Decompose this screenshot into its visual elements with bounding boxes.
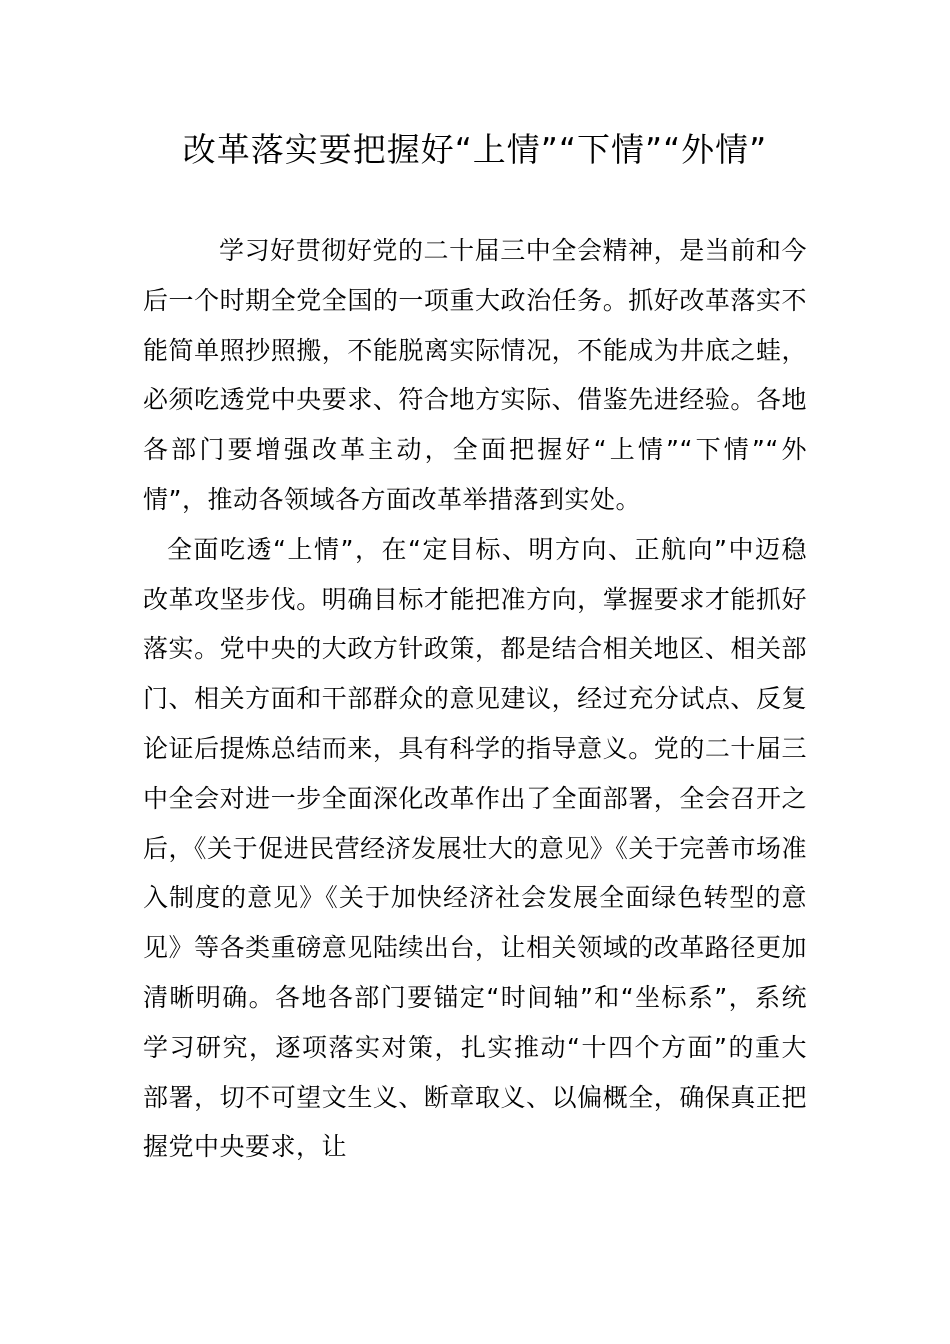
paragraph-intro: 学习好贯彻好党的二十届三中全会精神，是当前和今后一个时期全党全国的一项重大政治任务。抓好改革落实不能简单照抄照搬，不能脱离实际情况，不能成为井底之蛙，必须吃透党中央要求、符合地方实际、借鉴先进经验。各地各部门要增强改革主动，全面把握好“上情”“下情”“外情”，推动各领域各方面改革举措落到实处。 xyxy=(143,236,807,514)
document-title: 改革落实要把握好“上情”“下情”“外情” xyxy=(182,130,768,169)
paragraph-upper-situation: 全面吃透“上情”，在“定目标、明方向、正航向”中迈稳改革攻坚步伐。明确目标才能把准方向，掌握要求才能抓好落实。党中央的大政方针政策，都是结合相关地区、相关部门、相关方面和干部群众的意见建议，经过充分试点、反复论证后提炼总结而来，具有科学的指导意义。党的二十届三中全会对进一步全面深化改革作出了全面部署，全会召开之后，《关于促进民营经济发展壮大的意见》《关于完善市场准入制度的意见》《关于加快经济社会发展全面绿色转型的意见》等各类重磅意见陆续出台，让相关领域的改革路径更加清晰明确。各地各部门要锚定“时间轴”和“坐标系”，系统学习研究，逐项落实对策，扎实推动“十四个方面”的重大部署，切不可望文生义、断章取义、以偏概全，确保真正把握党中央要求，让 xyxy=(143,534,807,1162)
document-body xyxy=(143,226,807,1172)
